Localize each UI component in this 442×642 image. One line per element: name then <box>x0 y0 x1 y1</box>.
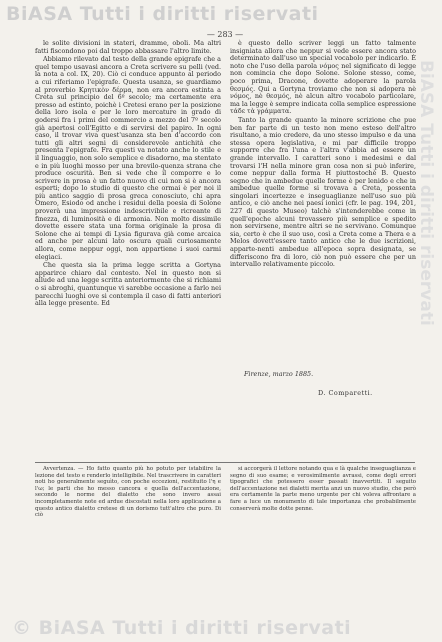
watermark-top: BiASA Tutti i diritti riservati <box>6 3 319 25</box>
left-paragraph-1: le solite divisioni in stateri, dramme, oboli. Ma altri fatti fiscondono poi dal troppo abbassare l'altro limite. <box>35 39 221 55</box>
watermark-bottom: © BiASA Tutti i diritti riservati <box>12 617 352 639</box>
footnote-right-text: si accorgerà il lettore notando qua e là qualche inseguaglianza e segno di suo esame; e verosimilmente avrassi, come degli errori tipografici che potessero esser passati inavvertiti. Il seguito dell'accentazione nei dialetti merita anzi un nuovo studio, che però era certamente la parte meno urgente per chi voleva affrontare a fare a luce un monumento di tale importanza che probabilmente conserverà molte dotte penne. <box>230 466 416 512</box>
left-paragraph-2: Abbiamo rilevato dal testo della grande epigrafe che a quel tempo usavasi ancora a Creta scrivere su pelli (ved. la nota a col. IX, 20). Ciò ci conduce appunto al periodo a cui riferiamo l'epigrafe. Questa usanza, se guardiamo al proverbio Κρητικὸν δέρμα, non era ancora estinta a Creta sul principio del 6º secolo; ma certamente era presso ad estinto, poichè i Cretesi erano per la posizione della loro isola e per le loro mercature in grado di godersi fra i primi del commercio a mezzo del 7º secolo già apertosi coll'Egitto e di servirsi del papiro. In ogni caso, il trovar viva quest'usanza sta ben d'accordo con tutti gli altri segni di considerevole antichità che presenta l'epigrafe. Fra questi va notato anche lo stile e il linguaggio, non solo semplice e disadorno, ma stentato e in più luoghi mosso per una brevilo-quenza strana che produce oscurità. Ben si vede che il comporre e lo scrivere in prosa è un fatto nuovo di cui non si è ancora esperti; dopo lo studio di questo che ormai è per noi il più antico saggio di prosa greca conosciuto, chi apra Omero, Esiodo od anche i residui della poesia di Solone proverà una impressione indescrivibile e ricreante di finezza, di luminosità e di armonia. Non molto dissimile dovette essere stata una forma originale la prosa di Solone che ai tempi di Lysia figurava già come arcaica ed anche per alcuni lato oscura quali curiosamente allora, come neppur oggi, non appartiene i suoi carmi elegiaci. <box>35 55 221 261</box>
watermark-side <box>412 60 442 600</box>
page-number: — 283 — <box>206 30 244 39</box>
signature-name: D. Comparetti. <box>318 389 373 397</box>
left-column <box>35 40 221 309</box>
footnote-right <box>230 466 416 512</box>
right-column <box>230 40 416 270</box>
footnote-left <box>35 466 221 519</box>
footnote-left-text: Avvertenza. — Ho fatto quanto più ho potuto per istabilire la lezione del testo e renderlo intelligibile. Nel trascrivere in caratteri noti ho generalmente seguìto, con poche eccezioni, restituito l'η e l'ω; le parti che ho messo cancora e quella dell'accentazione, secondo le norme del dialetto che sono invero assai incompletamente note ed ardue discostati nella loro applicazione a questo antico dialetto cretese di un dorismo tutt'altro che puro. Di ciò <box>35 466 221 519</box>
right-paragraph-1: è questo dello scriver leggi un fatto talmente insigniata allora che neppur si vede essere ancora stato determinato dall'uso un special vocabolo per indicarlo. È noto che l'uso della parola νόμος nel significato di legge non comincia che dopo Solone. Solone stesso, come, poco prima, Dracone, dovette adoperare la parola θεσμός. Qui a Gortyna troviamo che non si adopera nè νόμος, nè θεσμός, nè alcun altro vocabolo particolare, ma la legge è sempre indicata colla semplice espressione τάδε τὰ γράμματα. <box>230 39 416 116</box>
signature-place-date: Firenze, marzo 1885. <box>244 370 314 378</box>
watermark-side-text: BiASA Tutti i diritti riservati <box>416 60 436 326</box>
footnote-divider <box>35 462 415 463</box>
left-paragraph-3: Che questa sia la prima legge scritta a Gortyna apparirce chiaro dal contesto. Nel in questo non si allude ad una legge scritta anteriormente che si richiami o si abroghi, quantunque vi sarebbe occasione a farlo nei parecchi luoghi ove si contempla il caso di fatti anteriori alla legge presente. Ed <box>35 261 221 308</box>
right-paragraph-2: Tanto la grande quanto la minore scrizione che pue ben far parte di un testo non meno esteso dell'altro risultano, a mio credere, da uno stesso impulso e da una stessa opera legislativa, e mi par difficile troppo supporre che fra l'una e l'altra v'abbia ad essere un grande intervallo. I caratteri sono i medesimi e dal trovarsi l'H nella minore gran cosa non si può inferire, come neppur dalla forma H piuttostochè B. Questo segno che in ambedue quelle forme è per lenido e che in ambedue quelle forme si trovava a Creta, possenta singolari incertezze e inseguaglianze nell'uso suo più antico, e ciò anche nei paesi ionici (cfr. le pag. 194, 201, 227 di questo Museo) talchè s'intenderebbe come in quell'epoche alcuni trovassero più semplice e spedito non servirsene, mentre altri se ne servivano. Comunque sia, certo è che il suo uso, così a Creta come a Thera e a Melos dovett'essere tanto antico che le due iscrizioni, apparte-nenti ambedue all'epoca sopra designata, se differiscono fra di loro, ciò non può essere che per un intervallo relativamente piccolo. <box>230 115 416 269</box>
